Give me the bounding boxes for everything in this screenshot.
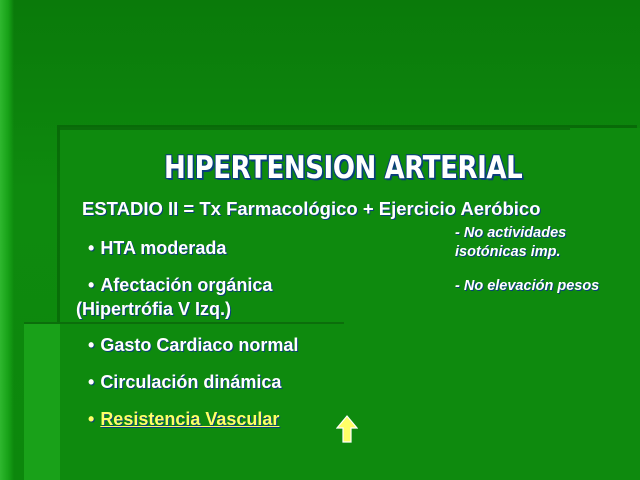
bullet-icon: •: [88, 409, 95, 429]
list-item-label: Afectación orgánica: [100, 275, 273, 295]
background-bar: [24, 322, 60, 480]
up-arrow-icon: [336, 415, 358, 443]
note-weights: - No elevación pesos: [455, 278, 600, 294]
divider-top: [60, 127, 570, 130]
bullet-icon: •: [88, 275, 95, 295]
list-item-label: Circulación dinámica: [100, 372, 282, 392]
bullet-icon: •: [88, 238, 95, 258]
background-edge: [0, 0, 14, 480]
list-item: [76, 273, 358, 321]
list-item: [88, 236, 358, 260]
list-item-label: Gasto Cardiaco normal: [100, 335, 299, 355]
list-item-label: HTA moderada: [100, 238, 227, 258]
list-item: [88, 370, 358, 394]
resistencia-vascular-link[interactable]: Resistencia Vascular: [100, 409, 280, 429]
slide-title: HIPERTENSION ARTERIAL: [164, 150, 523, 186]
list-item: [88, 407, 358, 431]
bullet-icon: •: [88, 335, 95, 355]
list-item-label-continued: (Hipertrófia V Izq.): [76, 299, 232, 319]
note-isotonic: - No actividades isotónicas imp.: [455, 225, 567, 260]
slide-subtitle: ESTADIO II = Tx Farmacológico + Ejercicio Aeróbico: [82, 198, 541, 219]
list-item: [88, 333, 358, 357]
bullet-list: [76, 236, 358, 444]
bullet-icon: •: [88, 372, 95, 392]
